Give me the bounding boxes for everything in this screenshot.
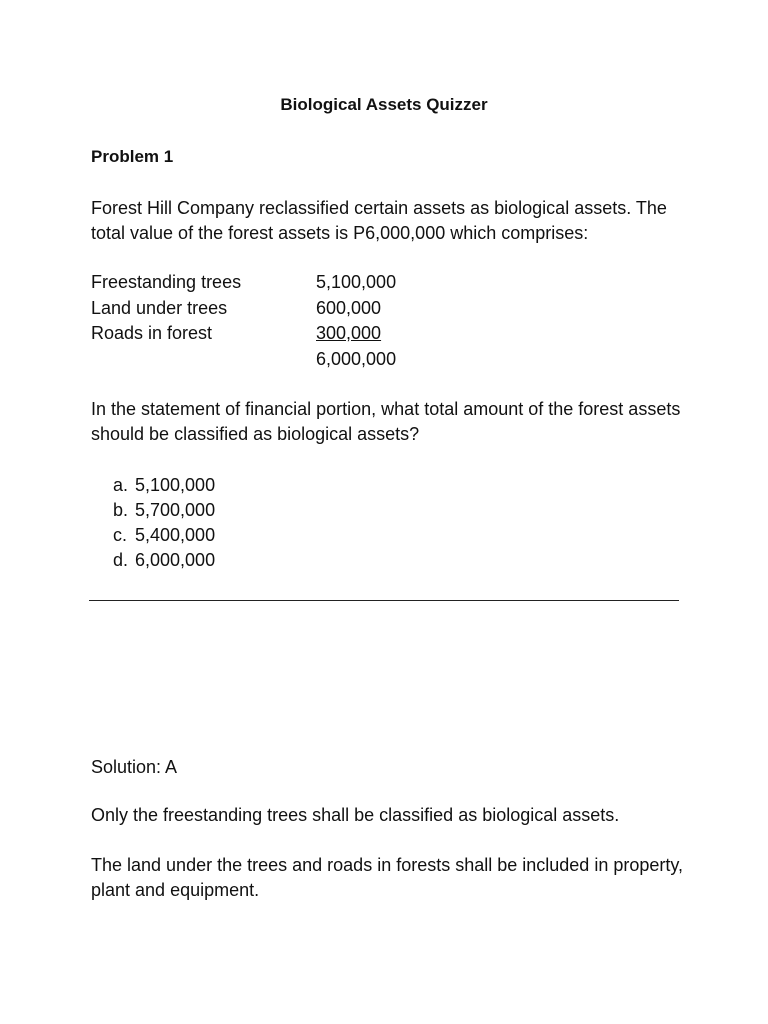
choice-text: 5,100,000 <box>135 475 216 495</box>
answer-choices <box>113 473 215 573</box>
choice-letter: a. <box>113 475 129 495</box>
answer-choice <box>113 548 215 573</box>
asset-label: Roads in forest <box>91 323 213 343</box>
choice-letter: c. <box>113 525 128 545</box>
asset-label: Land under trees <box>91 297 228 318</box>
problem-heading: Problem 1 <box>91 147 174 166</box>
choice-letter: d. <box>113 550 129 570</box>
answer-choice <box>113 498 215 523</box>
explanation-text: The land under the trees and roads in forests shall be included in property, plant and equipment. <box>91 855 684 900</box>
choice-text: 6,000,000 <box>135 550 216 570</box>
answer-choice <box>113 523 215 548</box>
asset-total-value: 6,000,000 <box>316 348 397 369</box>
asset-label: Freestanding trees <box>91 272 242 292</box>
asset-value: 300,000 <box>316 323 382 343</box>
question-text: In the statement of financial portion, what total amount of the forest assets should be classified as biological assets? <box>91 399 681 444</box>
asset-value: 5,100,000 <box>316 272 397 292</box>
choice-text: 5,400,000 <box>135 525 216 545</box>
section-divider <box>89 600 679 601</box>
choice-letter: b. <box>113 500 129 520</box>
solution-text: Solution: A <box>91 757 178 777</box>
document-title: Biological Assets Quizzer <box>280 95 488 114</box>
choice-text: 5,700,000 <box>135 500 216 520</box>
explanation-text: Only the freestanding trees shall be classified as biological assets. <box>91 805 620 825</box>
asset-value: 600,000 <box>316 297 382 318</box>
answer-choice <box>113 473 215 498</box>
problem-intro-text: Forest Hill Company reclassified certain assets as biological assets. The total value of the forest assets is P6,000,000 which comprises: <box>91 198 667 243</box>
